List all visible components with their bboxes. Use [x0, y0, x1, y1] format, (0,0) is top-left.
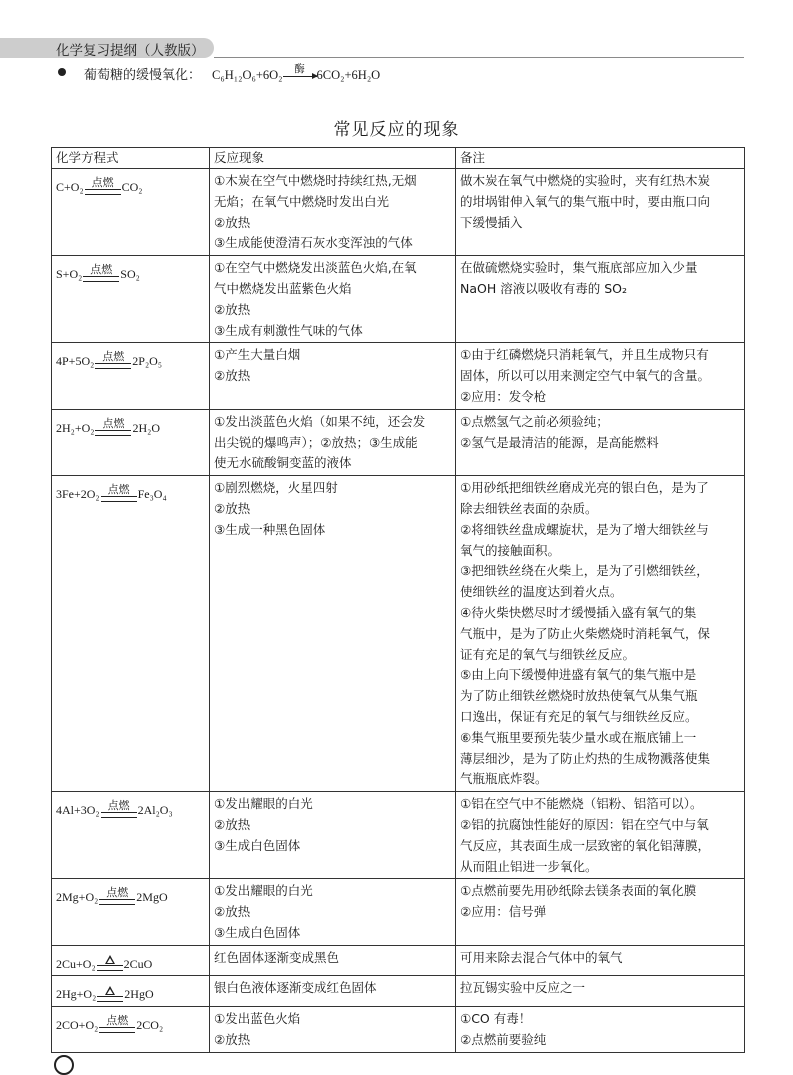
- note-line: ①铝在空气中不能燃烧（铝粉、铝箔可以）。: [460, 796, 703, 812]
- table-row: [52, 343, 745, 409]
- chemical-equation: [56, 351, 162, 372]
- note-line: ①CO 有毒！: [460, 1011, 532, 1027]
- equation-cell: [52, 343, 210, 409]
- table-row: [52, 1007, 745, 1053]
- reaction-table: [51, 147, 745, 1053]
- phenomenon-line: ③生成有刺激性气味的气体: [214, 322, 363, 338]
- phenomenon-line: ②放热: [214, 368, 251, 384]
- note-line: ②氢气是最清洁的能源，是高能燃料: [460, 434, 659, 450]
- phenomenon-line: ②放热: [214, 500, 251, 516]
- note-line: 气瓶瓶底炸裂。: [460, 771, 548, 787]
- equals-bar: [99, 1027, 135, 1033]
- phenomenon-cell: [210, 879, 456, 945]
- phenomenon-line: ③生成白色固体: [214, 924, 301, 940]
- ignite-condition: [83, 264, 119, 285]
- header-divider: [214, 57, 744, 58]
- phenomenon-line: ②放热: [214, 1032, 251, 1048]
- equation-lhs: 2CO+O₂: [56, 1018, 99, 1033]
- table-row: [52, 409, 745, 475]
- notes-cell: [456, 879, 745, 945]
- condition-label: 点燃: [106, 1014, 129, 1028]
- condition-label: 点燃: [91, 176, 114, 189]
- ignite-condition: [95, 418, 131, 439]
- equation-lhs: 2Hg+O₂: [56, 987, 97, 1002]
- phenomenon-line: ①发出耀眼的白光: [214, 883, 313, 899]
- enzyme-condition: 酶: [294, 63, 305, 75]
- notes-cell: [456, 945, 745, 976]
- note-line: ①用砂纸把细铁丝磨成光亮的银白色，是为了: [460, 480, 709, 496]
- page-title: 常见反应的现象: [333, 120, 460, 140]
- notes-cell: [456, 1007, 745, 1053]
- ignite-condition: [99, 887, 135, 908]
- phenomenon-line: ①产生大量白烟: [214, 347, 301, 363]
- phenomenon-line: ③生成一种黑色固体: [214, 521, 326, 537]
- note-line: ④待火柴快燃尽时才缓慢插入盛有氧气的集: [460, 604, 697, 620]
- equation-rhs: 2HgO: [124, 987, 154, 1002]
- condition-label: 点燃: [106, 886, 129, 900]
- table-header-row: [52, 148, 745, 169]
- equation-lhs: 3Fe+2O₂: [56, 487, 100, 502]
- note-line: ②铝的抗腐蚀性能好的原因：铝在空气中与氧: [460, 816, 709, 832]
- phenomenon-line: ①剧烈燃烧，火星四射: [214, 480, 338, 496]
- equation-rhs: 2MgO: [136, 890, 168, 905]
- equation-cell: [52, 879, 210, 945]
- table-row: [52, 792, 745, 879]
- chemical-equation: [56, 984, 154, 1005]
- chemical-equation: [56, 177, 142, 198]
- equation-lhs: C+O₂: [56, 180, 84, 195]
- note-line: 可用来除去混合气体中的氧气: [460, 949, 623, 965]
- bullet-icon: [58, 68, 66, 76]
- table-row: [52, 976, 745, 1007]
- equation-cell: [52, 976, 210, 1007]
- header-title: 化学复习提纲（人教版）: [56, 43, 205, 59]
- equals-bar: [95, 363, 131, 369]
- equation-rhs: Fe₃O₄: [137, 487, 167, 502]
- equation-rhs: CO₂: [121, 180, 143, 195]
- equation-cell: [52, 1007, 210, 1053]
- note-line: ②将细铁丝盘成螺旋状，是为了增大细铁丝与: [460, 521, 709, 537]
- equation-rhs: 2CuO: [123, 956, 153, 971]
- table-row: [52, 945, 745, 976]
- notes-cell: [456, 256, 745, 343]
- phenomenon-cell: [210, 256, 456, 343]
- phenomenon-line: ③生成能使澄清石灰水变浑浊的气体: [214, 235, 413, 251]
- notes-cell: [456, 976, 745, 1007]
- chemical-equation: [56, 418, 160, 439]
- header-tab: [0, 38, 214, 58]
- chemical-equation: [56, 264, 140, 285]
- note-line: 做木炭在氧气中燃烧的实验时，夹有红热木炭: [460, 173, 711, 188]
- equation-rhs: 2CO₂: [136, 1018, 164, 1033]
- table-row: [52, 169, 745, 256]
- phenomenon-line: ①在空气中燃烧发出淡蓝色火焰,在氧: [214, 260, 417, 276]
- phenomenon-cell: [210, 792, 456, 879]
- note-line: 证有充足的氧气与细铁丝反应。: [460, 646, 636, 662]
- phenomenon-line: 红色固体逐渐变成黑色: [214, 949, 340, 965]
- note-line: 薄层细沙，是为了防止灼热的生成物溅落使集: [460, 750, 711, 766]
- note-line: ⑥集气瓶里要预先装少量水或在瓶底铺上一: [460, 729, 697, 745]
- ignite-condition: [85, 177, 121, 198]
- equation-rhs: 2H₂O: [132, 420, 160, 435]
- condition-label: 点燃: [90, 263, 113, 277]
- phenomenon-line: 无焰；在氧气中燃烧时发出白光: [214, 193, 390, 209]
- equation-cell: [52, 256, 210, 343]
- note-line: ①点燃前要先用砂纸除去镁条表面的氧化膜: [460, 883, 697, 899]
- note-line: ⑤由上向下缓慢伸进盛有氧气的集气瓶中是: [460, 667, 697, 683]
- note-line: ②应用：发令枪: [460, 388, 547, 404]
- equation-lhs: 2H₂+O₂: [56, 420, 95, 435]
- chemical-equation: [56, 800, 173, 821]
- phenomenon-line: ①木炭在空气中燃烧时持续红热,无烟: [214, 173, 417, 188]
- phenomenon-cell: [210, 976, 456, 1007]
- note-line: 在做硫燃烧实验时，集气瓶底部应加入少量: [460, 260, 698, 276]
- phenomenon-line: ②放热: [214, 816, 251, 832]
- phenomenon-cell: [210, 945, 456, 976]
- note-line: 使细铁丝的温度达到着火点。: [460, 584, 623, 600]
- condition-label: 点燃: [107, 483, 130, 497]
- phenomenon-line: ②放热: [214, 904, 251, 920]
- phenomenon-line: ②放热: [214, 301, 251, 317]
- note-line: 下缓慢插入: [460, 214, 523, 230]
- condition-label: 点燃: [102, 416, 125, 430]
- phenomenon-cell: [210, 343, 456, 409]
- table-row: [52, 476, 745, 792]
- equals-bar: [97, 996, 123, 1002]
- equals-bar: [83, 276, 119, 282]
- note-line: NaOH 溶液以吸收有毒的 SO₂: [460, 280, 627, 296]
- column-header-equation: 化学方程式: [52, 148, 210, 169]
- equals-bar: [95, 430, 131, 436]
- phenomenon-line: 气中燃烧发出蓝紫色火焰: [214, 280, 352, 296]
- note-line: ②应用：信号弹: [460, 904, 547, 920]
- column-header-phenomenon: 反应现象: [210, 148, 456, 169]
- note-line: 的坩埚钳伸入氧气的集气瓶中时，要由瓶口向: [460, 193, 711, 209]
- chemical-equation: [56, 887, 168, 908]
- page-marker-icon: [54, 1055, 74, 1075]
- note-line: ①点燃氢气之前必须验纯；: [460, 413, 609, 429]
- chemical-equation: [56, 1015, 163, 1036]
- equation-cell: [52, 792, 210, 879]
- note-line: 固体，所以可以用来测定空气中氧气的含量。: [460, 368, 711, 384]
- note-line: 气瓶中，是为了防止火柴燃烧时消耗氧气，保: [460, 625, 711, 641]
- equation-lhs: 2Cu+O₂: [56, 956, 96, 971]
- phenomenon-line: ③生成白色固体: [214, 837, 301, 853]
- heat-condition: [97, 955, 123, 974]
- ignite-condition: [99, 1015, 135, 1036]
- equation-rhs: 2P₂O₅: [132, 354, 163, 369]
- arrow-line: [283, 76, 317, 77]
- notes-cell: [456, 409, 745, 475]
- note-line: 从而阻止铝进一步氧化。: [460, 858, 598, 874]
- table-row: [52, 879, 745, 945]
- equation-rhs: 2Al₂O₃: [137, 803, 173, 818]
- phenomenon-cell: [210, 169, 456, 256]
- chemical-equation: [56, 954, 152, 975]
- phenomenon-cell: [210, 476, 456, 792]
- phenomenon-line: ①发出耀眼的白光: [214, 796, 313, 812]
- column-header-notes: 备注: [456, 148, 745, 169]
- glucose-rhs: 6CO₂+6H₂O: [316, 68, 381, 82]
- equals-bar: [85, 189, 121, 195]
- note-line: 氧气的接触面积。: [460, 542, 561, 558]
- equation-cell: [52, 945, 210, 976]
- ignite-condition: [95, 351, 131, 372]
- phenomenon-line: ①发出蓝色火焰: [214, 1011, 301, 1027]
- chemical-equation: [56, 484, 167, 505]
- condition-label: 点燃: [107, 799, 130, 813]
- equals-bar: [97, 965, 123, 971]
- note-line: 拉瓦锡实验中反应之一: [460, 980, 586, 996]
- equation-cell: [52, 409, 210, 475]
- note-line: ②点燃前要验纯: [460, 1032, 547, 1048]
- glucose-lhs: C₆H₁₂O₆+6O₂: [212, 68, 283, 82]
- table-row: [52, 256, 745, 343]
- phenomenon-line: ①发出淡蓝色火焰（如果不纯，还会发: [214, 413, 426, 429]
- phenomenon-line: 出尖锐的爆鸣声）；②放热；③生成能: [214, 434, 418, 450]
- phenomenon-cell: [210, 409, 456, 475]
- equation-rhs: SO₂: [120, 267, 140, 282]
- equals-bar: [101, 496, 137, 502]
- phenomenon-line: 使无水硫酸铜变蓝的液体: [214, 455, 352, 471]
- note-line: 为了防止细铁丝燃烧时放热使氧气从集气瓶: [460, 688, 698, 704]
- heat-triangle-icon: [105, 955, 115, 964]
- note-line: 气反应，其表面生成一层致密的氧化铝薄膜，: [460, 837, 711, 853]
- note-line: ③把细铁丝绕在火柴上，是为了引燃细铁丝，: [460, 563, 709, 579]
- notes-cell: [456, 476, 745, 792]
- notes-cell: [456, 792, 745, 879]
- note-line: ①由于红磷燃烧只消耗氧气，并且生成物只有: [460, 347, 709, 363]
- ignite-condition: [101, 800, 137, 821]
- equation-lhs: 4Al+3O₂: [56, 803, 100, 818]
- phenomenon-cell: [210, 1007, 456, 1053]
- heat-condition: [97, 986, 123, 1005]
- equation-cell: [52, 476, 210, 792]
- glucose-equation: [212, 64, 380, 83]
- note-line: 口逸出，保证有充足的氧气与细铁丝反应。: [460, 708, 698, 724]
- ignite-condition: [101, 484, 137, 505]
- equals-bar: [101, 812, 137, 818]
- note-line: 除去细铁丝表面的杂质。: [460, 500, 598, 516]
- notes-cell: [456, 343, 745, 409]
- equation-lhs: 2Mg+O₂: [56, 890, 99, 905]
- equation-cell: [52, 169, 210, 256]
- equation-lhs: S+O₂: [56, 267, 83, 282]
- equation-lhs: 4P+5O₂: [56, 354, 95, 369]
- phenomenon-line: ②放热: [214, 214, 251, 230]
- heat-triangle-icon: [105, 986, 115, 995]
- phenomenon-line: 银白色液体逐渐变成红色固体: [214, 980, 377, 996]
- equals-bar: [99, 899, 135, 905]
- notes-cell: [456, 169, 745, 256]
- glucose-label: 葡萄糖的缓慢氧化：: [84, 68, 202, 83]
- condition-label: 点燃: [102, 350, 125, 364]
- reaction-arrow: [283, 64, 317, 83]
